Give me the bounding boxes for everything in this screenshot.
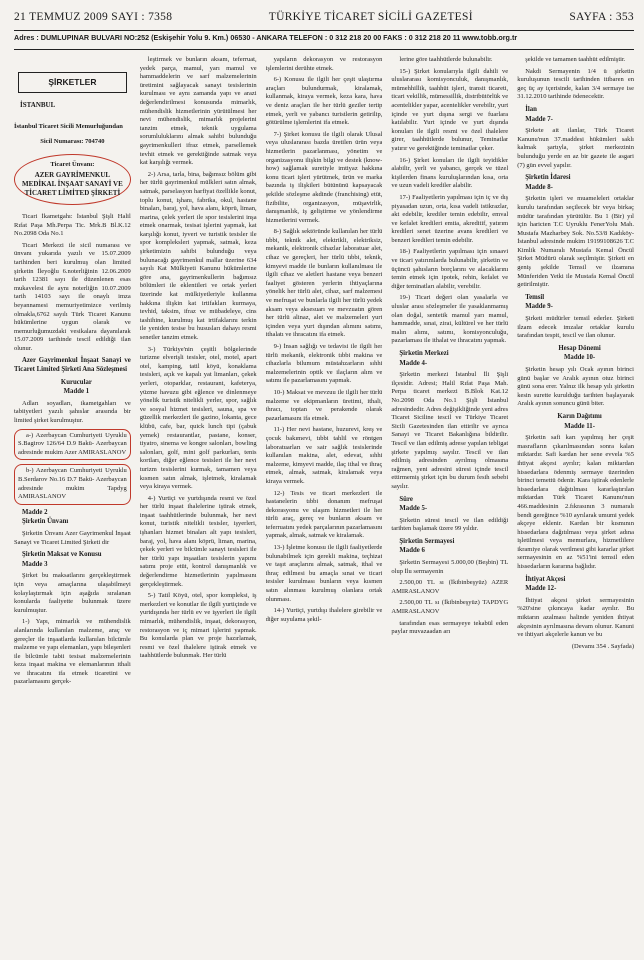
article-5-text: Şirketin süresi tescil ve ilan edildiği tarihten başlamak üzere 99 yıldır.	[391, 516, 509, 533]
registration-notice: Ticari Merkezi ile sicil numarası ve ünvanı yukarıda yazılı ve 15.07.2009 tarihinden beri kurulmuş olan limited şirketin İleyoğlu 6.noterliğinin 12.06.2009 tarih 12381 sayı ile düzenlenen esas mukavelesi ile aynı noterliğin 10.07.2009 tarih 14103 sayı ile onaylı imza beyannamesi memuriyetimizce verilmiş olmakla,6762 sayılı Türk Ticaret Kanunu hükümlerine uygun olarak ve memurluğumuzdaki vesikalara dayanılarak 15.07.2009 tarihinde tescil edildiği ilan olunur.	[14, 241, 131, 352]
article-3-number: Madde 3	[22, 560, 48, 568]
gazette-title: TÜRKİYE TİCARET SİCİLİ GAZETESİ	[268, 11, 473, 23]
article-5-number: Madde 5-	[399, 505, 428, 513]
article-3-text: Şirket bu maksatlarını gerçekleştirmek için veya amaçlarına ulaşabilmeyi kolaylaştırmak için aşağıda sıralanan konularda faaliyette bulunmak üzere kurulmuştur.	[14, 572, 131, 614]
article-12-title: İhtiyat Akçesi	[525, 575, 566, 583]
registry-number: Sicil Numarası: 704740	[40, 137, 105, 145]
article-8-text: Şirketin işleri ve muameleleri ortaklar kurulu tarafından seçilecek bir veya birkaç müdür tarafından yürütülür. Bu 1 (Bir) yıl için haricten T.C Uyruklu FenerYolu Mah. Mustafa Mazharbey Sok. No.53/8 Kadıköy- İstanbul adresinde mukim 19199108626 T.C Kimlik Numaralı Mustafa Kemal Öncül Şirket Müdürü olarak seçilmiştir. Şirketi en geniş şekilde Temsil ve ilzamına Münferiden Yetki ile Mustafa Kemal Öncül getirilmiştir.	[517, 195, 634, 289]
paragraph: 17-) Faaliyetlerin yapılması için iç ve dış piyasadan uzun, orta, kısa vadeli istikrazlar, akt edebilir, krediler temin edebilir, emval ve kefalet kredileri emtia, akreditif, yatırım kredileri senet üzerine avans kredileri ve benzeri kredileri temin edebilir.	[391, 193, 509, 244]
contract-title: Azer Gayrimenkul İnşaat Sanayi ve Ticaret Limited Şirketi Ana Sözleşmesi	[14, 357, 131, 374]
paragraph: 2-) Arsa, tarla, bina, bağımsız bölüm gibi her türlü gayrimenkul mülkleri satın almak, satmak, parselasyon harfiyat özellikle konut, toplu konut, işhanı, fabrika, okul, hastane binaları, baraj, yol, hava alanı, köprü, liman, marina, çelek yerleri ile spor tesislerini inşa etmek onarmak, tesisat işlerini yapmak, kat karşılığı konut, iyveri ve turistik tesisler ile spor kompleksleri yapmak, satmak, keza şirketimizin sahibi bulunduğu veya bulunacağı gayrimenkul mallar üzerine 634 sayılı Kat Mülkiyeti Kanunu hükümlerine göre ana, gayrimenkullerin bağımsız bölümleri ile eklentileri ve ortak yerleri üzerinde kat mülkiyetleriyle kullanma hakkına ilişkin kat irtifakları kurmaya, tevhid, taksim, ifraz ve mübadeleye, cins tashihine, kurulmuş kat irtifaklarını terkin ile yeniden tesise bu hususları dahayı resmi senetler tanzim etmek.	[139, 170, 257, 341]
article-11-number: Madde 11-	[564, 422, 595, 430]
article-8-number: Madde 8-	[525, 183, 553, 191]
header-rule	[14, 30, 634, 31]
column-2	[140, 56, 257, 952]
paragraph: 6-) Konusu ile ilgili her çeşit ulaştırma araçları bulundurmak, kiralamak, kullanmak, kiraya vermek, keza kara, hava ve deniz araçları ile her türlü geziler tertip etmek, yerli ve yabancı turistlerin getirilip, götürülme işlemlerini ifa etmek.	[265, 76, 383, 127]
article-7-text: Şirkete ait ilanlar, Türk Ticaret Kanunu'nun 37.maddesi hükümleri saklı kalmak şartıyla, şirket merkezinin bulunduğu yerde en az bir gazete ile asgari (7) gün evvel yapılır.	[517, 127, 634, 169]
article-11-text: Şirketin safi karı yapılmış her çeşit masrafların çıkarılmasından sonra kalan miktardır. Safi kardan her sene evvela %5 ihtiyat akçesi ayrılır; kalan miktardan hissedarlara ödenmiş sermaye üzerinden birinci temettü ödenir. Kara iştirak edenlerle hissedarlara dağıtılması kararlaştırılan miktardan Türk Ticaret Kanunu'nun 466.maddesinin 2.fıkrasının 3 numaralı bendi gereğince %10 ayrılarak umumi yedek akçeye eklenir. Kardan bir kısmının hissedarlara dağıtılması veya şirket adına işletilmesi veya memurlara, hizmetlilere ikramiye olarak verilmesi gibi kararlar şirket sermayesinin en az %51'ini temsil eden hissedarların kararına bağlıdır.	[517, 434, 634, 571]
article-10-text: Şirketin hesap yılı Ocak ayının birinci günü başlar ve Aralık ayının otuz birinci günü sona erer. Yalnız ilk hesap yılı şirketin kesin surette kurulduğu tarihten başlayarak Aralık ayının sonuncu günü biter.	[517, 366, 634, 408]
address-rule	[14, 49, 634, 50]
article-12-number: Madde 12-	[525, 585, 557, 593]
paragraph: 9-) İnsan sağlığı ve tedavisi ile ilgili her türlü mekanik, elektronik tıbbi makina ve cihazlarla bilumum müstahzarların sıhhi malzemelerinin optik ve ilaçların alım ve satımı ile pazarlamasını yapmak.	[265, 343, 383, 385]
founder-b: b-) Azerbaycan Cumhuriyeti Uyruklu B.Serdarov No.16 D.7 Bakü- Azerbaycan adresinde mukim Tapdyg AMIRASLANOV	[18, 467, 127, 501]
paragraph: 5-) Tatil Köyü, otel, spor kompleksi, iş merkezleri ve konutlar ile ilgili yurtiçinde ve yurtdışında her türlü ev ve işyerleri ile ilgili mimarlık, mühendislik, inşaat, dekorasyon, restorasyon ve iç mimari işlerini yapmak. Bu konularda plan ve proje hazırlamak, resmi ve özel ihalelere iştirak etmek ve taahhütlerde bulunmak. Her türlü	[139, 592, 257, 660]
continued-note: (Devamı 354 . Sayfada)	[571, 642, 634, 650]
paragraph: 16-) Şirket konuları ile ilgili teyidikler alabilir, yerli ve yabancı, gerçek ve tüzel kişilerden finans kuruluşlarından kısa, orta ve uzun vadeli krediler alabilir.	[391, 156, 509, 190]
paragraph: lerine göre taahhütlerde bulunabilir.	[399, 56, 493, 63]
article-3-item-1: 1-) Yapı, mimarlık ve mühendislik alanlarında kullanılan malzeme, araç ve gereçler ile inşaatlarda kullanılan bilcümle malzeme ve yapı elemanları, yapı bileşenleri ile bilcümle tabii tesisat malzemelerinin keza inşaat makina ve elemanlarının ithali ve ihracatını ifa etmek ticaretini ve pazarlamasını gerçek-	[14, 618, 131, 686]
article-2-subtitle: Şirketin Ünvanı	[22, 518, 69, 526]
paragraph: 15-) Şirket konularıyla ilgili dahili ve uluslararası komisyonculuk, danışmanlık, mümehhillik, taahhüt işleri, transit ticareti, ticari vekillik, mümessillik, distribütörlük ve acentelikler yapar, acentelikler verebilir, yurt içinde ve yurt dışına sergi ve fuarlara katılabilir. Yurt içinde ve yurt dışında konuları ile ilgili resmi ve özel ihalelere girer, taahhütlerde bulunur, Teminatlar yatırır ve gerektiğinde teminatlar çeker.	[391, 67, 509, 152]
article-10-title: Hesap Dönemi	[558, 344, 601, 352]
paragraph: 8-) Sağlık sektöründe kullanılan her türlü tıbbi, teknik alet, elektrikli, elektriksiz, mekanik, elektronik cihazlar laboratuar alet, cihaz ve gereçleri, her türlü tıbbi, teknik, kimyevi madde ile bunların kullanılması ile ilgili cihaz ve aletleri hastane veya benzeri faaliyet gösteren yerlerin ihtiyaçlarına yönelik her türlü alet, cihaz, sarf malzemesi ve mefruşat ve bunlarla ilgili her türlü yedek aksam veya aksesuarı ve mevzuatın gören her türlü alinaz, alet ve malzemeleri yurt içinden veya yurt dışından alımını satımı, ithalatı ve ihracatını ifa etmek.	[265, 228, 383, 339]
article-1-title: Kurucular	[60, 378, 92, 386]
article-6-text-2: tarafından esas sermayeye tekabül eden paylar muvazaadan arı	[391, 619, 509, 636]
paragraph: 12-) Tesis ve ticari merkezleri ile hastanelerin tıbbi donanım mefruşat dekorasyonu ve ulaşım hizmetleri ile her türlü araç, gereç ve bunların aksam ve teferruatını yedek parçalarının pazarlamasını yapmak, almak, satmak ve kiralamak.	[265, 489, 383, 540]
column-4	[391, 56, 508, 952]
city-heading: İSTANBUL	[20, 100, 56, 109]
article-5-title: Süre	[399, 495, 413, 503]
paragraph: 4-) Yurtiçi ve yurtdışında resmi ve özel her türlü inşaat ihalelerine iştirak etmek, inşaat taahhütlerinde bulunmak, her nevi konut, turistik nitelikli tesisler, işyerleri, işhanları hizmet binaları alt yapı tesisleri, baraj, yol, hava alanı köprü, liman, marina, çekek yerleri ve bilcümle sanayi tesisleri ile her türlü yapı inşaatları tesislerin yapımı satımı proje etüt, kontrol danışmanlık ve değerlendirme hizmetlerinin yapılmasını gerçekleştirmek.	[139, 494, 257, 588]
article-2-title: Madde 2	[22, 508, 48, 516]
article-11-title: Karın Dağıtımı	[557, 412, 602, 420]
article-2-text: Şirketin Ünvanı Azer Gayrimenkul İnşaat Sanayi ve Ticaret Limited Şirketi dir	[14, 529, 131, 546]
founder-a-annotation	[14, 429, 131, 461]
paragraph: leştirmek ve bunların aksam, teferruat, yedek parça, mamul, yarı mamul ve hammaddelerin ve sarf malzemelerinin üretimini sağlayacak sanayi tesislerinin kurulması ve aynı zamanda yapı ve arazi değerlendirilmesi konusunda mimarlık, mühendislik hizmetlerinin yürütülmesi her nevi mühendislik, mimarlık projelerini tanzim etmek, teknik uygulama sorumluluklarını almak sahibi bulunduğu gayrimenkulleri ifraz etmek, parsellemek tevhit etmek ve gerektiğinde satmak veya kat karşılığı vermek.	[139, 56, 257, 167]
article-7-number: Madde 7-	[525, 115, 553, 123]
article-12-text: İhtiyat akçesi şirket sermayesinin %20'sine çıkıncaya kadar ayrılır. Bu miktarın azalması halinde yeniden ihtiyat akçesinin ayrılmasına devam olunur. Kanuni ve ihtiyari akçelerle kanun ve bu	[517, 596, 634, 639]
paragraph: Nakdi Sermayenin 1/4 ü şirketin kuruluşunun tescili tarihinden itibaren en geç üç ay içerisinde, kalan 3/4 sermaye ise 31.12.2010 tarihinde ödenecektir.	[517, 67, 634, 101]
article-3-title: Şirketin Maksat ve Konusu	[22, 551, 102, 559]
article-7-title: İlan	[525, 105, 537, 113]
paragraph: 13-) İşletme konusu ile ilgili faaliyetlerde bulunabilmek için gerekli makina, teçhizat ve taşıt araçlarını almak, satmak, ithal ve ihraç edilmesi bu amaçla sınai ve ticari tesisler kurulması bunların veya kısmen satın alınması kurulmuş olanlara ortak olunması.	[265, 544, 383, 603]
page-number: SAYFA : 353	[569, 11, 634, 23]
paragraph: 7-) Şirket konusu ile ilgili olarak Ulusal veya uluslararası bazda üretilen ürün veya hizmetlerin pazarlanması, yönetim ve organizasyonu ilişkin bilgi ve destek (know- how) sağlamak suretiyle imtiyaz hakkına konu ticari işleri yürütmek, ürün ve marka bazında iş ilişkileri bütününü kapsayacak şekilde sözleşme akdinde (franchising) etüt, fizibilite, organizasyon, müşavirlik, danışmanlık, iş geliştirme ve yönlendirme hizmetlerini vermek.	[265, 130, 383, 224]
trade-name: AZER GAYRİMENKUL MEDİKAL İNŞAAT SANAYİ VE TİCARET LİMİTED ŞİRKETİ	[22, 170, 123, 197]
article-1-text: Adları soyadları, ikametgahları ve tabiiyetleri yazılı şahıslar arasında bir limited şirket kurulmuştur.	[14, 399, 131, 425]
article-6-title: Şirketin Sermayesi	[399, 537, 455, 545]
share-1: 2.500,00 TL sı (İkibinbeşyüz) AZER AMIRASLANOV	[391, 579, 509, 595]
column-1	[14, 56, 131, 952]
paragraph: 18-) Faaliyetlerin yapılması için sınaavi ve ticari yatırımlarda bulunabilir, şirketin ve üçüncü şahısların borçlarını ve alacaklarını temin etmek için ipotek, rehin, kefalet ve diğer teminatları alabilir, verebilir.	[391, 248, 509, 290]
date-issue: 21 TEMMUZ 2009 SAYI : 7358	[14, 11, 173, 23]
paragraph: 14-) Yurtiçi, yurtdışı ihalelere girebilir ve diğer suyulama şekil-	[265, 607, 383, 623]
paragraph: 19-) Ticari değeri olan yasalarla ve uluslar arası sözleşmeler ile yasaklanmamış olan doğal, sentetik mamul yarı mamul, hammadde, sınai, zirai, kültürel ve her türlü malın alımı, satımı, komisyonculuğu, pazarlaması ile ithalat ve ihracatını yapmak.	[391, 294, 509, 345]
paragraph: 10-) Maksat ve mevzuu ile ilgili her türlü malzeme ve ekipmanların üretimi, ithali, ihracı, toptan ve perakende olarak pazarlamasını ifa etmek.	[265, 388, 383, 422]
article-4-number: Madde 4-	[399, 359, 428, 367]
trade-label: Ticaret Ünvanı:	[50, 161, 95, 169]
address-line: Adres : DUMLUPINAR BULVARI NO:252 (Eskişehir Yolu 9. Km.) 06530 - ANKARA TELEFON : 0 312 218 20 00 FAKS : 0 312 218 20 11 www.tobb.org.tr	[14, 33, 518, 42]
article-6-text: Şirketin Sermayesi 5.000,00 (Beşbin) TL olup İlu sermayenin	[391, 559, 509, 575]
column-3	[266, 56, 383, 952]
paragraph: şekilde ve tamamen taahhüt edilmiştir.	[525, 56, 626, 63]
article-4-text: Şirketin merkezi İstanbul İli Şişli ilçesidir. Adresi; Halil Rıfat Paşa Mah. Perpa ticaret merkezi B.Blok Kat.12 No.2098 Oda No.1 Şişli İstanbul adresindedir. Adres değişikliğinde yeni adres Ticaret Siciline tescil ve Türkiye Ticaret Sicili Gazetesinden ilan ettirilir ve ayrıca Sanayi ve Ticaret Bakanlığına bildirilir. Tescil ve ilan edilmiş adrese yapılan tebligat şirkete yapılmış sayılır. Tescil ve ilan edilmiş adresinden ayrılmış olmasına rağmen, yeni adresini süresi içinde tescil ettirmemiş şirket için bu durum fesih sebebi sayılır.	[391, 371, 509, 490]
paragraph: yapıların dekorasyon ve restorasyon işlemlerini derühte etmek.	[265, 56, 383, 72]
paragraph: 3-) Türkiye'nin çeşitli bölgelerinde turizme elverişli tesisler, otel, motel, apart otel, kamping, tatil köyü, konaklama tesisleri, açık ve kapalı yat limanları, çekek yerleri, otoparklar, restaurant, kafeterya, yüzme havuzu gibi eğlence ve dinlenmeye yönelik turistik nitelikli yerler, spor, sağlık ve sosyal hizmet tesisleri, sauna, spa ve güzellik merkezleri ile gazino, lokanta, gece klübü, cafe, bar, quick lunch tipi (çabuk yemek) restaurantlar, pastane, konser, tiyatro, sinema ve kongre salonları, bowling salonları, golf, mini golf parkurları, tenis kortları, diğer eğlence tesisleri ile her nevi turizm tesislerini kurmak, tamamen veya kısmen satın almak, işletmek, kiralamak veya kiraya vermek.	[139, 345, 257, 491]
trade-name-annotation	[14, 154, 131, 205]
registry-office: İstanbul Ticaret Sicili Memurluğundan	[14, 123, 123, 131]
article-9-number: Madde 9-	[525, 303, 553, 311]
article-10-number: Madde 10-	[564, 354, 596, 362]
share-2: 2.500,00 TL sı (İkibinbeşyüz) TAPDYG AMIRASLANOV	[391, 599, 509, 616]
article-1-number: Madde 1	[63, 388, 90, 396]
founder-a: a-) Azerbaycan Cumhuriyeti Uyruklu S.Bagirov 126/64 D.9 Bakü- Azerbaycan adresinde mukim Azer AMIRASLANOV	[18, 431, 127, 456]
article-6-number: Madde 6	[399, 547, 425, 555]
paragraph: 11-) Her nevi hastane, huzurevi, kreş ve çocuk bakımevi, tıbbi tahlil ve röntgen laboratuarları ve sair sağlık tesislerinde kullanılan makina, alet, edevat, sıhhi malzeme, kimyevi madde, ilaç ithal ve ihraç etmek, almak, satmak, kiralamak veya kiraya vermek.	[265, 426, 383, 485]
section-title: ŞİRKETLER	[18, 72, 127, 93]
article-9-text: Şirketi müdürler temsil ederler. Şirketi ilzam edecek imzalar ortaklar kurulu tarafından tespit, tescil ve ilan olunur.	[517, 315, 634, 340]
article-columns	[14, 56, 634, 952]
page-header	[14, 8, 634, 26]
article-8-title: Şirketin İdaresi	[525, 174, 571, 182]
column-5	[517, 56, 634, 952]
founder-b-annotation	[14, 464, 131, 504]
residence: Ticari İkametgahı: İstanbul Şişli Halil Rıfat Paşa Mh.Perpa Tic. Mrk.B Bl.K.12 No.2098 Oda No.1	[14, 212, 131, 238]
article-4-title: Şirketin Merkezi	[399, 350, 449, 357]
article-9-title: Temsil	[525, 293, 545, 301]
